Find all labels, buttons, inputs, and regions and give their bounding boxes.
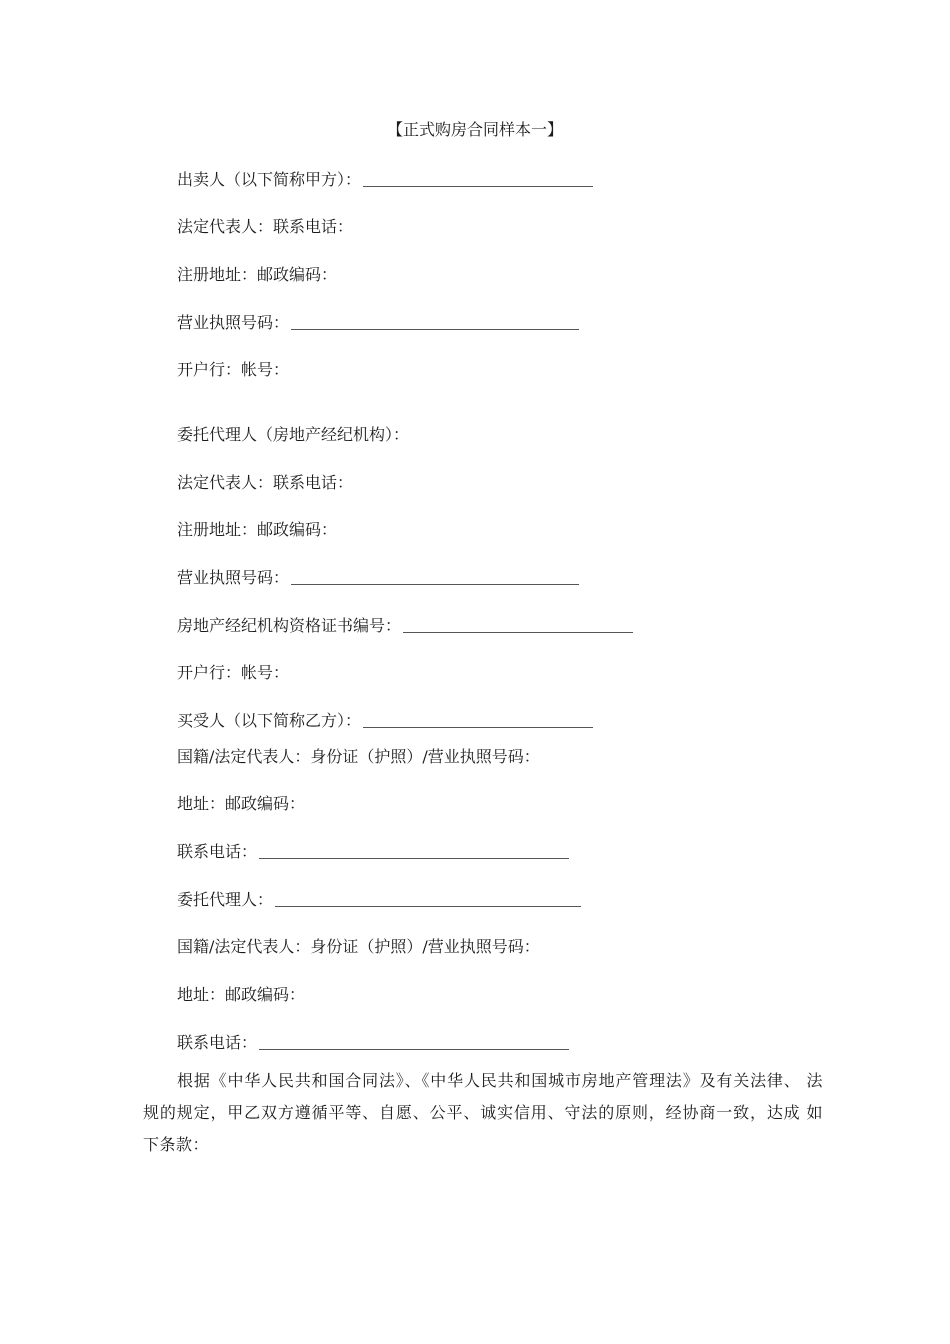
- agent-license-field[interactable]: [291, 568, 579, 585]
- seller-rep-phone-label: 法定代表人：联系电话：: [177, 217, 354, 236]
- seller-license-field[interactable]: [291, 313, 579, 330]
- seller-license-label: 营业执照号码：: [177, 313, 290, 332]
- agent-license-line: [177, 566, 579, 590]
- agent-license-label: 营业执照号码：: [177, 568, 290, 587]
- seller-bank-label: 开户行：帐号：: [177, 360, 290, 379]
- agent-address-label: 注册地址：邮政编码：: [177, 520, 338, 539]
- agent-cert-line: [177, 614, 633, 638]
- seller-address-line: [177, 263, 337, 287]
- agent-cert-label: 房地产经纪机构资格证书编号：: [177, 616, 402, 635]
- agent-bank-line: [177, 661, 289, 685]
- seller-name-line: [177, 168, 593, 192]
- buyer-name-field[interactable]: [363, 711, 593, 728]
- agent-rep-phone-label: 法定代表人：联系电话：: [177, 473, 354, 492]
- buyer-address-line: [177, 792, 305, 816]
- seller-bank-line: [177, 358, 289, 382]
- agent-name-label: 委托代理人（房地产经纪机构）：: [177, 425, 410, 444]
- seller-license-line: [177, 311, 579, 335]
- agent-address-line: [177, 518, 337, 542]
- buyer-agent-nationality-line: [177, 935, 540, 959]
- buyer-agent-phone-label: 联系电话：: [177, 1033, 258, 1052]
- buyer-nationality-line: [177, 745, 540, 769]
- buyer-name-line: [177, 709, 593, 733]
- buyer-agent-address-label: 地址：邮政编码：: [177, 985, 306, 1004]
- buyer-nationality-label: 国籍/法定代表人：身份证（护照）/营业执照号码：: [177, 747, 540, 766]
- agent-name-line: [177, 423, 409, 447]
- buyer-agent-name-label: 委托代理人：: [177, 890, 274, 909]
- buyer-address-label: 地址：邮政编码：: [177, 794, 306, 813]
- agent-bank-label: 开户行：帐号：: [177, 663, 290, 682]
- buyer-name-label: 买受人（以下简称乙方）：: [177, 711, 362, 730]
- agent-cert-field[interactable]: [403, 616, 633, 633]
- buyer-phone-label: 联系电话：: [177, 842, 258, 861]
- buyer-phone-line: [177, 840, 569, 864]
- seller-rep-phone-line: [177, 215, 353, 239]
- agent-rep-phone-line: [177, 471, 353, 495]
- buyer-agent-name-line: [177, 888, 581, 912]
- buyer-agent-phone-field[interactable]: [259, 1033, 569, 1050]
- buyer-phone-field[interactable]: [259, 842, 569, 859]
- seller-name-label: 出卖人（以下简称甲方）：: [177, 170, 362, 189]
- buyer-agent-address-line: [177, 983, 305, 1007]
- seller-name-field[interactable]: [363, 170, 593, 187]
- buyer-agent-name-field[interactable]: [275, 890, 581, 907]
- document-title: 【正式购房合同样本一】: [386, 120, 563, 139]
- buyer-agent-nationality-label: 国籍/法定代表人：身份证（护照）/营业执照号码：: [177, 937, 540, 956]
- buyer-agent-phone-line: [177, 1031, 569, 1055]
- preamble-paragraph: 根据《中华人民共和国合同法》、《中华人民共和国城市房地产管理法》及有关法律、 法规的规定，甲乙双方遵循平等、自愿、公平、诚实信用、守法的原则，经协商一致，达成 如下条款：: [143, 1071, 823, 1154]
- seller-address-label: 注册地址：邮政编码：: [177, 265, 338, 284]
